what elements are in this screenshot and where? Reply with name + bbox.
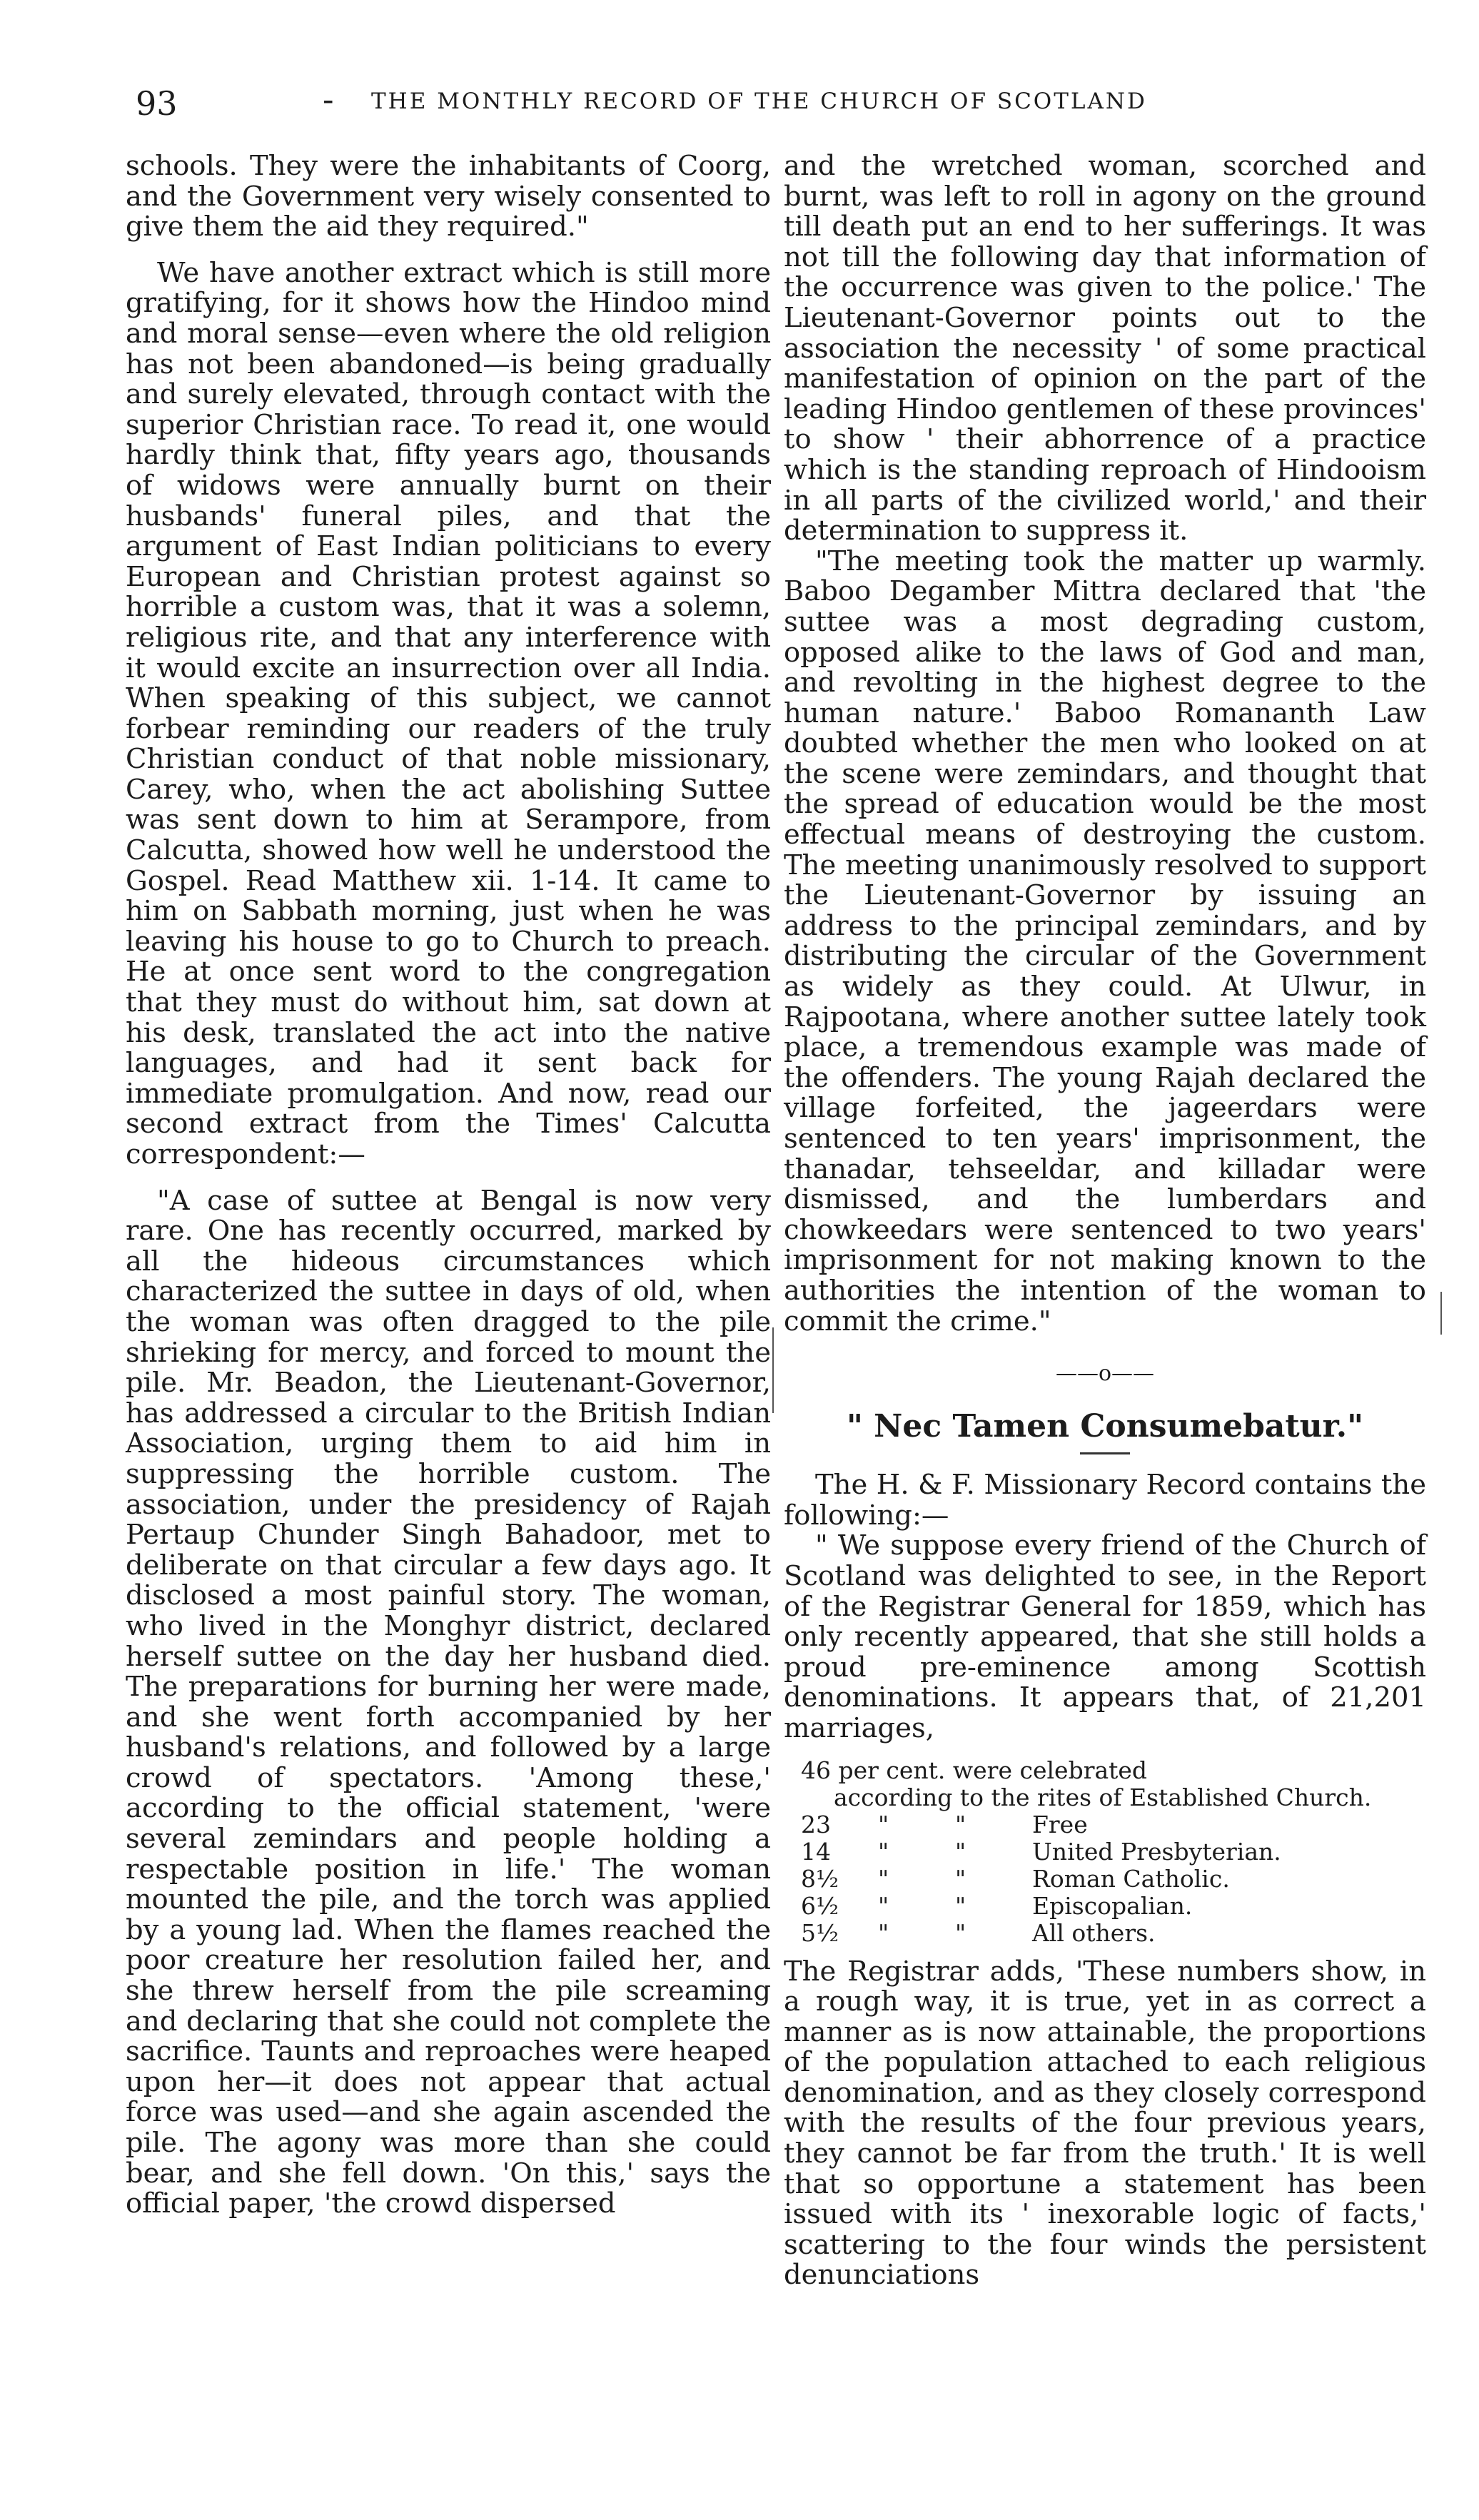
stats-intro: 46 per cent. were celebrated [801,1756,1148,1784]
page-header [136,80,1435,127]
marriage-stats-table [801,1811,1281,1947]
right-paragraph-3: The H. & F. Missionary Record contains the following:— [784,1469,1426,1532]
right-column [784,151,1426,2291]
ditto-cell: " [955,1891,966,1920]
page-number: 93 [136,84,178,123]
right-paragraph-2: "The meeting took the matter up warmly. Baboo Degamber Mittra declared that 'the suttee was a most degrading custom, opposed alike to the laws of God and man, and revolting in the highest degree to the human nature.' Baboo Romananth Law doubted whether the men who looked on at the scene were zemindars, and thought that the spread of education would be the most effectual means of destroying the custom. The meeting unanimously resolved to support the Lieutenant-Governor by issuing an address to the principal zemindars, and by distributing the circular of the Government as widely as they could. At Ulwur, in Rajpootana, where another suttee lately took place, a tremendous example was made of the offenders. The young Rajah declared the village forfeited, the jageerdars were sentenced to ten years' imprisonment, the thanadar, tehseeldar, and killadar were dismissed, and the lumberdars and chowkeedars were sentenced to two years' imprisonment for not making known to the authorities the intention of the woman to commit the crime." [784,545,1426,1337]
pct-cell: 23 [801,1810,831,1838]
pct-cell: 5½ [801,1918,839,1947]
left-paragraph-1: schools. They were the inhabitants of Coorg, and the Government very wisely consented to give them the aid they required." [126,150,771,243]
pct-cell: 8½ [801,1864,839,1893]
stats-subheading: according to the rites of Established Church. [834,1783,1372,1811]
section-divider: ——o—— [1055,1361,1155,1387]
ditto-cell: " [878,1918,889,1947]
denomination-cell: United Presbyterian. [1032,1837,1281,1866]
left-paragraph-2: We have another extract which is still more gratifying, for it shows how the Hindoo mind and moral sense—even where the old religion has not been abandoned—is being gradually and surely elevated, through contact with the superior Christian race. To read it, one would hardly think that, fifty years ago, thousands of widows were annually burnt on their husbands' funeral piles, and that the argument of East Indian politicians to every European and Christian protest against so horrible a custom was, that it was a solemn, religious rite, and that any interference with it would excite an insurrection over all India. When speaking of this subject, we cannot forbear reminding our readers of the truly Christian conduct of that noble missionary, Carey, who, when the act abolishing Suttee was sent down to him at Serampore, from Calcutta, showed how well he understood the Gospel. Read Matthew xii. 1-14. It came to him on Sabbath morning, just when he was leaving his house to go to Church to preach. He at once sent word to the congregation that they must do without him, sat down at his desk, translated the act into the native languages, and had it sent back for immediate promulgation. And now, read our second extract from the Times' Calcutta correspondent:— [126,256,771,1170]
denomination-cell: Roman Catholic. [1032,1864,1230,1893]
denomination-cell: Free [1032,1810,1088,1838]
pct-cell: 6½ [801,1891,839,1920]
denomination-cell: All others. [1032,1918,1156,1947]
left-paragraph-3: "A case of suttee at Bengal is now very rare. One has recently occurred, marked by all the hideous circumstances which characterized the suttee in days of old, when the woman was often dragged to the pile shrieking for mercy, and forced to mount the pile. Mr. Beadon, the Lieutenant-Governor, has addressed a circular to the British Indian Association, urging them to aid him in suppressing the horrible custom. The association, under the presidency of Rajah Pertaup Chunder Singh Bahadoor, met to deliberate on that circular a few days ago. It disclosed a most painful story. The woman, who lived in the Monghyr district, declared herself suttee on the day her husband died. The preparations for burning her were made, and she went forth accompanied by her husband's relations, and followed by a large crowd of spectators. 'Among these,' according to the official statement, 'were several zemindars and people holding a respectable position in life.' The woman mounted the pile, and the torch was applied by a young lad. When the flames reached the poor creature her resolution failed her, and she threw herself from the pile screaming and declaring that she could not complete the sacrifice. Taunts and reproaches were heaped upon her—it does not appear that actual force was used—and she again ascended the pile. The agony was more than she could bear, and she fell down. 'On this,' says the official paper, 'the crowd dispersed [126,1184,771,2220]
right-paragraph-5: The Registrar adds, 'These numbers show, in a rough way, it is true, yet in as correct a manner as is now attainable, the proportions of the population attached to each religious denomination, and as they closely correspond with the results of the four previous years, they cannot be far from the truth.' It is well that so opportune a statement has been issued with its ' inexorable logic of facts,' scattering to the four winds the persistent denunciations [784,1955,1426,2292]
ditto-cell: " [878,1864,889,1893]
table-row [801,1838,1281,1866]
table-row [801,1866,1281,1893]
right-paragraph-4: " We suppose every friend of the Church of Scotland was delighted to see, in the Report of the Registrar General for 1859, which has only recently appeared, that she still holds a proud pre-eminence among Scottish denominations. It appears that, of 21,201 marriages, [784,1529,1426,1744]
running-head: THE MONTHLY RECORD OF THE CHURCH OF SCOTLAND [371,88,1147,114]
ditto-cell: " [955,1837,966,1866]
title-rule [1080,1452,1130,1454]
ditto-cell: " [955,1864,966,1893]
pct-cell: 14 [801,1837,831,1866]
ditto-cell: " [878,1891,889,1920]
column-margin-mark [772,1327,774,1413]
right-margin-mark [1440,1292,1442,1335]
denomination-cell: Episcopalian. [1032,1891,1193,1920]
ditto-cell: " [878,1837,889,1866]
table-row [801,1920,1281,1947]
header-dash: - [323,80,334,118]
article-title: " Nec Tamen Consumebatur." [846,1408,1364,1445]
left-column [126,151,771,2220]
ditto-cell: " [878,1810,889,1838]
right-paragraph-1: and the wretched woman, scorched and burnt, was left to roll in agony on the ground till death put an end to her sufferings. It was not till the following day that information of the occurrence was given to the police.' The Lieutenant-Governor points out to the association the necessity ' of some practical manifestation of opinion on the part of the leading Hindoo gentlemen of these provinces' to show ' their abhorrence of a practice which is the standing reproach of Hindooism in all parts of the civilized world,' and their determination to suppress it. [784,150,1426,547]
ditto-cell: " [955,1918,966,1947]
table-row [801,1893,1281,1920]
ditto-cell: " [955,1810,966,1838]
table-row [801,1811,1281,1838]
